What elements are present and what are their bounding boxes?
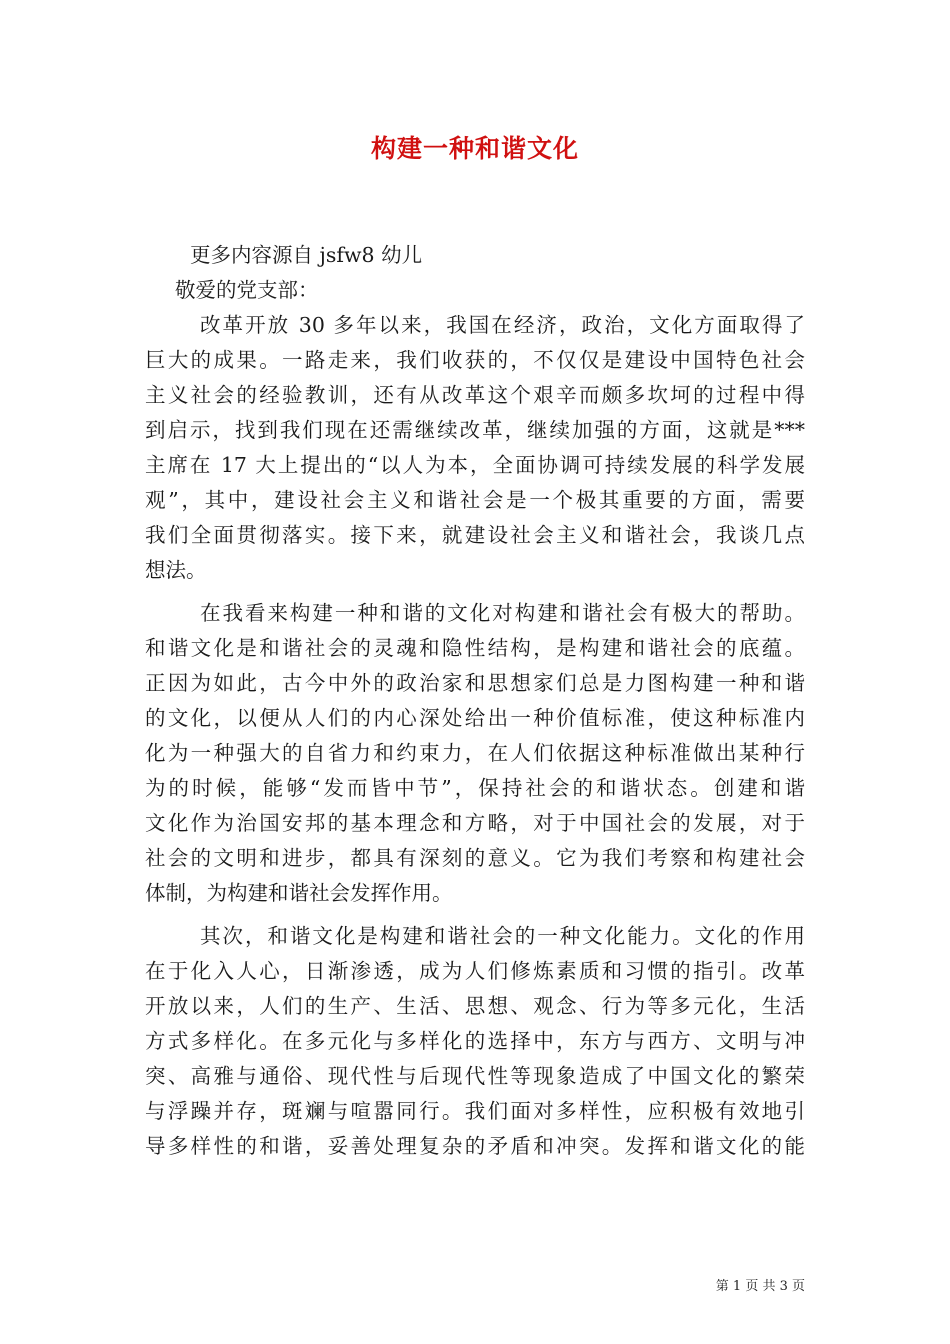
paragraph-line: 到启示，找到我们现在还需继续改革，继续加强的方面，这就是***	[145, 418, 805, 442]
paragraph-2	[145, 596, 805, 911]
paragraph-line: 导多样性的和谐，妥善处理复杂的矛盾和冲突。发挥和谐文化的能	[145, 1134, 805, 1158]
paragraph-line: 文化作为治国安邦的基本理念和方略，对于中国社会的发展，对于	[145, 811, 805, 835]
paragraph-line: 和谐文化是和谐社会的灵魂和隐性结构，是构建和谐社会的底蕴。	[145, 636, 805, 660]
paragraph-line: 正因为如此，古今中外的政治家和思想家们总是力图构建一种和谐	[145, 671, 805, 695]
paragraph-gap	[145, 911, 805, 919]
paragraph-1	[145, 308, 805, 588]
paragraph-line: 主席在 17 大上提出的“以人为本，全面协调可持续发展的科学发展	[145, 453, 805, 477]
greeting: 敬爱的党支部：	[175, 278, 319, 302]
paragraph-line: 社会的文明和进步，都具有深刻的意义。它为我们考察和构建社会	[145, 846, 805, 870]
paragraph-line: 突、高雅与通俗、现代性与后现代性等现象造成了中国文化的繁荣	[145, 1064, 805, 1088]
paragraph-line: 方式多样化。在多元化与多样化的选择中，东方与西方、文明与冲	[145, 1029, 805, 1053]
paragraph-line: 其次，和谐文化是构建和谐社会的一种文化能力。文化的作用	[200, 924, 805, 948]
paragraph-line: 开放以来，人们的生产、生活、思想、观念、行为等多元化，生活	[145, 994, 805, 1018]
paragraph-line: 我们全面贯彻落实。接下来，就建设社会主义和谐社会，我谈几点	[145, 523, 805, 547]
paragraph-line: 与浮躁并存，斑斓与喧嚣同行。我们面对多样性，应积极有效地引	[145, 1099, 805, 1123]
paragraph-line: 改革开放 30 多年以来，我国在经济，政治，文化方面取得了	[200, 313, 805, 337]
document-title: 构建一种和谐文化	[370, 134, 579, 163]
paragraph-line: 主义社会的经验教训，还有从改革这个艰辛而颇多坎坷的过程中得	[145, 383, 805, 407]
paragraph-line: 在我看来构建一种和谐的文化对构建和谐社会有极大的帮助。	[200, 601, 805, 625]
paragraph-line: 的文化，以便从人们的内心深处给出一种价值标准，使这种标准内	[145, 706, 805, 730]
paragraph-line: 为的时候，能够“发而皆中节”，保持社会的和谐状态。创建和谐	[145, 776, 805, 800]
paragraph-line: 体制，为构建和谐社会发挥作用。	[145, 881, 453, 905]
page-indicator: 第 1 页 共 3 页	[715, 1279, 805, 1294]
paragraph-line: 观”，其中，建设社会主义和谐社会是一个极其重要的方面，需要	[145, 488, 805, 512]
paragraph-3	[145, 919, 805, 1164]
paragraph-line: 在于化入人心，日渐渗透，成为人们修炼素质和习惯的指引。改革	[145, 959, 805, 983]
paragraph-line: 化为一种强大的自省力和约束力，在人们依据这种标准做出某种行	[145, 741, 805, 765]
paragraph-gap	[145, 588, 805, 596]
source-line: 更多内容源自 jsfw8 幼儿	[190, 243, 423, 267]
document-body	[145, 238, 805, 1164]
paragraph-line: 想法。	[145, 558, 207, 582]
paragraph-line: 巨大的成果。一路走来，我们收获的，不仅仅是建设中国特色社会	[145, 348, 805, 372]
